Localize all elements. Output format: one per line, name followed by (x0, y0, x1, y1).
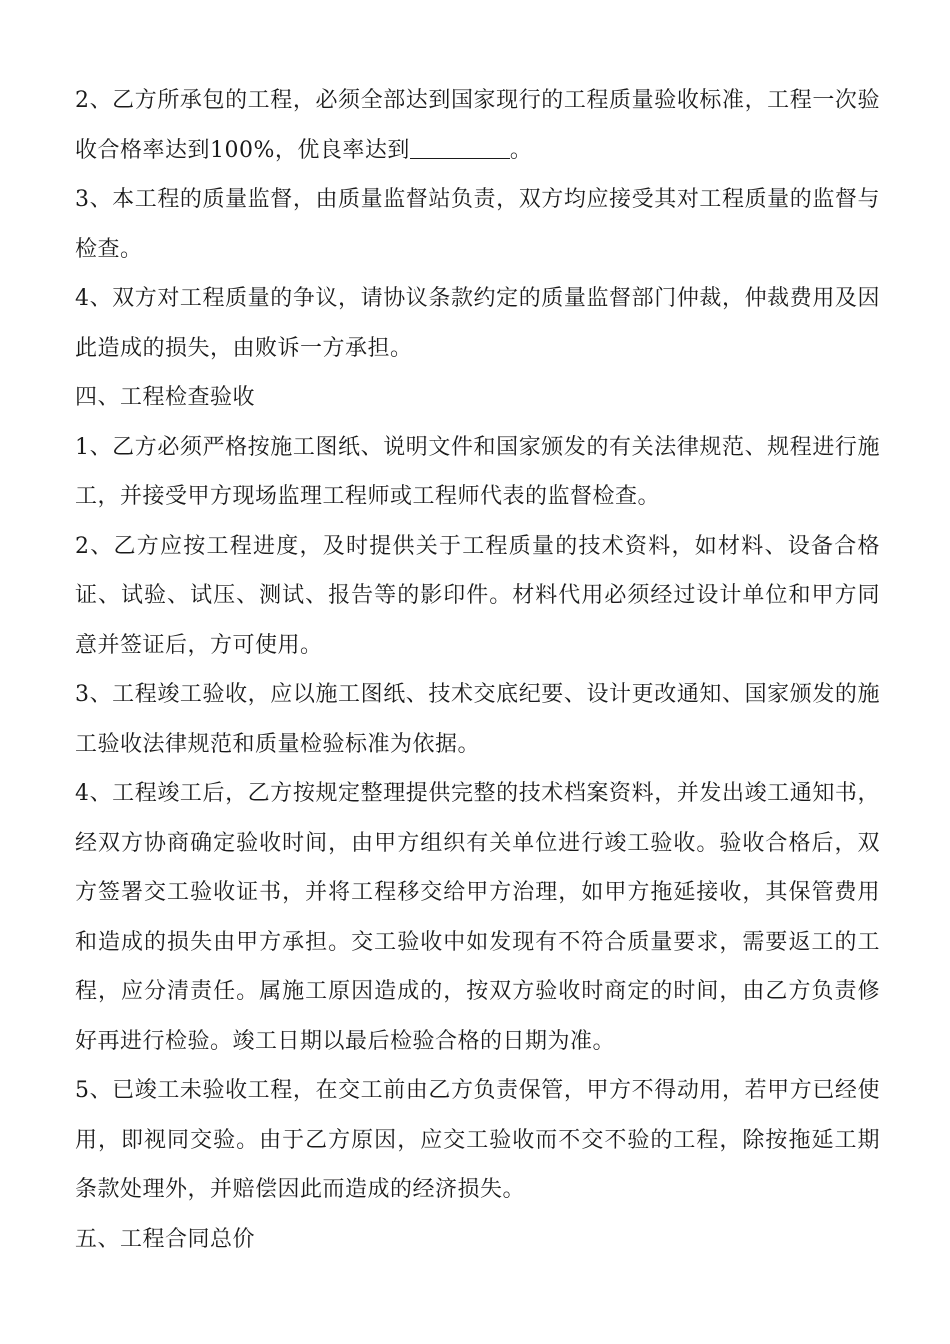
clause-4-2: 2、乙方应按工程进度，及时提供关于工程质量的技术资料，如材料、设备合格证、试验、试压、测试、报告等的影印件。材料代用必须经过设计单位和甲方同意并签证后，方可使用。 (75, 533, 880, 658)
clause-4-5: 5、已竣工未验收工程，在交工前由乙方负责保管，甲方不得动用，若甲方已经使用，即视同交验。由于乙方原因，应交工验收而不交不验的工程，除按拖延工期条款处理外，并赔偿因此而造成的经济损失。 (75, 1078, 880, 1202)
document-body (75, 76, 880, 1264)
clause-3-2 (75, 76, 880, 175)
fill-in-blank[interactable] (410, 136, 510, 159)
section-heading-4: 四、工程检查验收 (75, 385, 256, 410)
clause-text: 2、乙方所承包的工程，必须全部达到国家现行的工程质量验收标准，工程一次验收合格率达到100%，优良率达到 (75, 88, 880, 163)
clause-4-3: 3、工程竣工验收，应以施工图纸、技术交底纪要、设计更改通知、国家颁发的施工验收法律规范和质量检验标准为依据。 (75, 682, 880, 757)
clause-3-3: 3、本工程的质量监督，由质量监督站负责，双方均应接受其对工程质量的监督与检查。 (75, 187, 880, 262)
clause-4-4: 4、工程竣工后，乙方按规定整理提供完整的技术档案资料，并发出竣工通知书，经双方协商确定验收时间，由甲方组织有关单位进行竣工验收。验收合格后，双方签署交工验收证书，并将工程移交给甲方治理，如甲方拖延接收，其保管费用和造成的损失由甲方承担。交工验收中如发现有不符合质量要求，需要返工的工程，应分清责任。属施工原因造成的，按双方验收时商定的时间，由乙方负责修好再进行检验。竣工日期以最后检验合格的日期为准。 (75, 781, 880, 1054)
clause-tail: 。 (509, 137, 533, 163)
clause-4-1: 1、乙方必须严格按施工图纸、说明文件和国家颁发的有关法律规范、规程进行施工，并接受甲方现场监理工程师或工程师代表的监督检查。 (75, 434, 880, 509)
section-heading-5: 五、工程合同总价 (75, 1226, 256, 1252)
clause-3-4: 4、双方对工程质量的争议，请协议条款约定的质量监督部门仲裁，仲裁费用及因此造成的损失，由败诉一方承担。 (75, 286, 880, 361)
